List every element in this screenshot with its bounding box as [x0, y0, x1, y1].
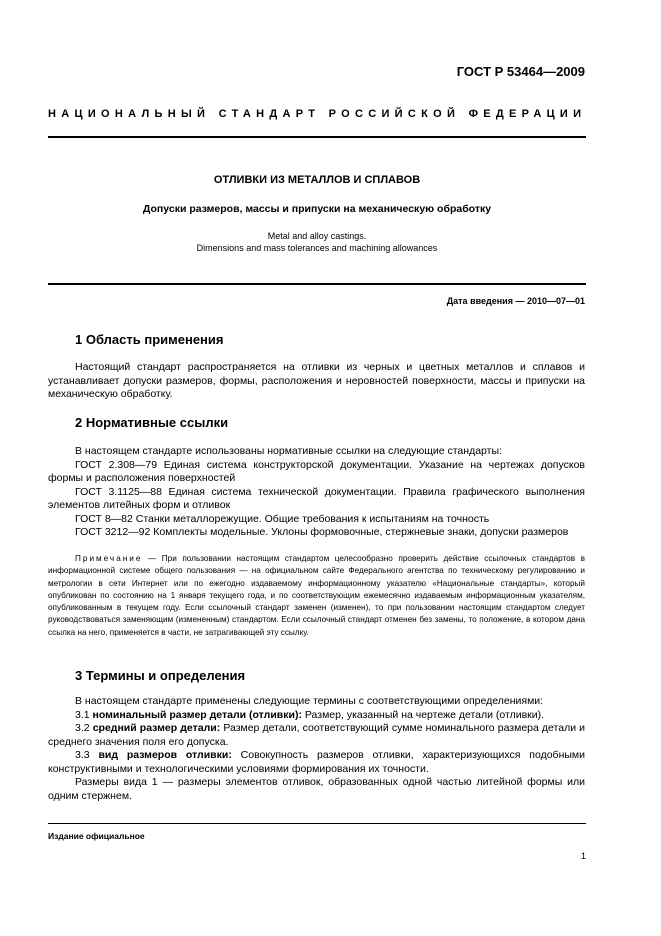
- gost-number: ГОСТ Р 53464—2009: [456, 64, 585, 79]
- top-divider: [48, 136, 586, 138]
- term-3-1: 3.1 номинальный размер детали (отливки): Размер, указанный на чертеже детали (отливки).: [75, 708, 545, 721]
- section-2-heading: 2 Нормативные ссылки: [75, 415, 229, 430]
- section-2-body: [48, 445, 585, 540]
- note-label: Примечание: [75, 554, 143, 563]
- section-2-note: Примечание — При пользовании настоящим стандартом целесообразно проверить действие ссылочных стандартов в информационной системе общего пользования — на официальном сайте Федерального агентства по техническому регулированию и метрологии в сети Интернет или по ежегодно издаваемому информационному указателю «Национальные стандарты», который опубликован по состоянию на 1 января текущего года, и по соответствующим ежемесячно издаваемым информационным указателям, опубликованным в текущем году. Если ссылочный стандарт заменен (изменен), то при пользовании настоящим стандартом следует руководствоваться заменяющим (измененным) стандартом. Если ссылочный стандарт отменен без замены, то положение, в котором дана ссылка на него, применяется в части, не затрагивающей эту ссылку.: [48, 554, 585, 637]
- term-3-3: 3.3 вид размеров отливки: Совокупность размеров отливки, характеризующихся подобными конструктивными и технологическими условиями формирования их точности.: [48, 749, 585, 775]
- effective-date: Дата введения — 2010—07—01: [446, 296, 585, 306]
- reference-item: ГОСТ 3.1125—88 Единая система технической документации. Правила графического выполнения элементов литейных форм и отливок: [48, 485, 585, 511]
- section-3-heading: 3 Термины и определения: [75, 668, 246, 683]
- section-1-text: Настоящий стандарт распространяется на отливки из черных и цветных металлов и сплавов и устанавливает допуски размеров, формы, расположения и неровностей поверхности, массы и припуски на механическую обработку.: [48, 361, 585, 400]
- document-subtitle: Допуски размеров, массы и припуски на механическую обработку: [142, 203, 492, 215]
- footer-divider: [48, 823, 586, 824]
- reference-item: ГОСТ 8—82 Станки металлорежущие. Общие требования к испытаниям на точность: [75, 512, 490, 525]
- edition-label: Издание официальное: [48, 831, 145, 841]
- page-number: 1: [580, 851, 586, 861]
- term-3-3-extra: Размеры вида 1 — размеры элементов отливок, образованных одной частью литейной формы или одним стержнем.: [48, 776, 585, 802]
- english-title-line1: Metal and alloy castings.: [267, 231, 367, 241]
- national-standard-banner: НАЦИОНАЛЬНЫЙ СТАНДАРТ РОССИЙСКОЙ ФЕДЕРАЦИИ: [48, 108, 587, 120]
- title-divider: [48, 283, 586, 285]
- english-title-line2: Dimensions and mass tolerances and machining allowances: [196, 243, 438, 253]
- section-3-intro: В настоящем стандарте применены следующие термины с соответствующими определениями:: [75, 695, 544, 707]
- section-2-intro: В настоящем стандарте использованы нормативные ссылки на следующие стандарты:: [75, 445, 502, 457]
- document-title: ОТЛИВКИ ИЗ МЕТАЛЛОВ И СПЛАВОВ: [213, 174, 421, 186]
- reference-item: ГОСТ 3212—92 Комплекты модельные. Уклоны формовочные, стержневые знаки, допуски размеров: [75, 526, 569, 538]
- term-3-2: 3.2 средний размер детали: Размер детали, соответствующий сумме номинального размера детали и среднего значения поля его допуска.: [48, 722, 586, 748]
- section-3-body: [48, 695, 585, 803]
- section-1-heading: 1 Область применения: [75, 332, 224, 347]
- reference-item: ГОСТ 2.308—79 Единая система конструкторской документации. Указание на чертежах допусков формы и расположения поверхностей: [48, 458, 585, 484]
